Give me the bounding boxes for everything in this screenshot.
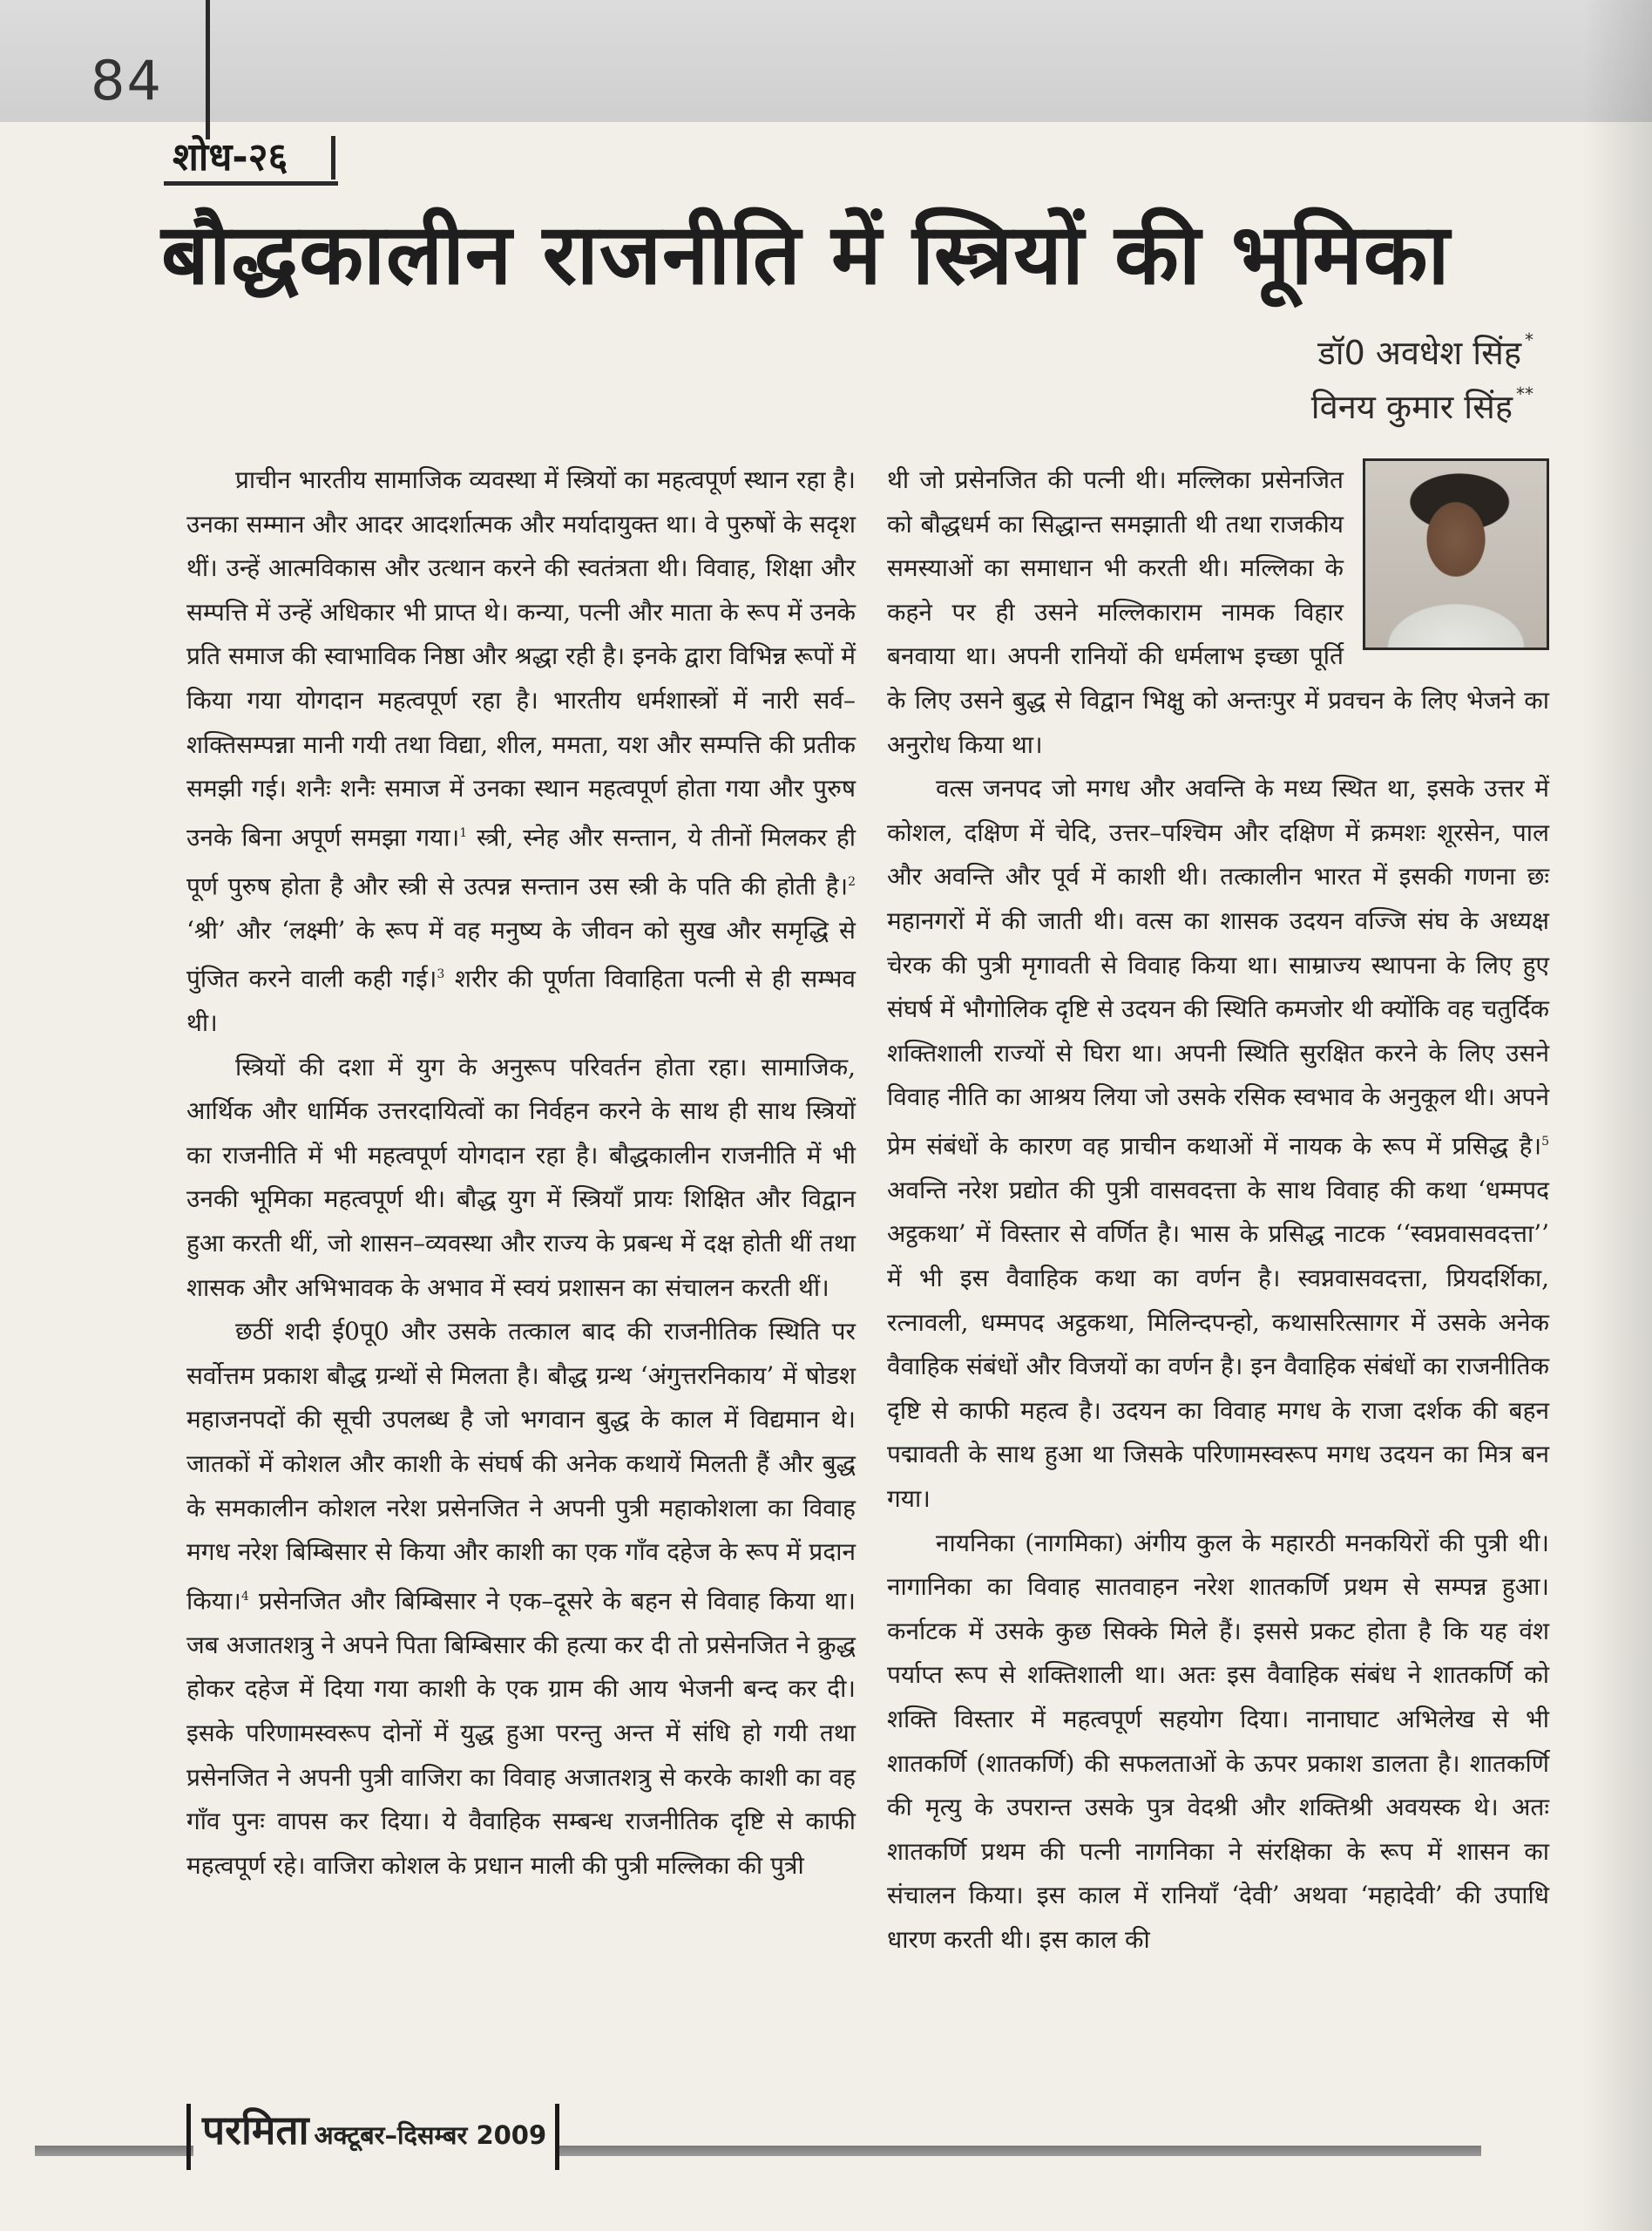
paragraph-text: ‘श्री’ और ‘लक्ष्मी’ के रूप में वह मनुष्य के जीवन को सुख और समृद्धि से पुंजित करने वाली कही गई। <box>186 915 856 993</box>
header-divider <box>206 0 210 139</box>
footer <box>193 2102 555 2161</box>
left-column <box>186 458 856 1888</box>
series-tag-bar <box>331 136 335 180</box>
series-tag <box>164 129 338 185</box>
paragraph: स्त्रियों की दशा में युग के अनुरूप परिवर्तन होता रहा। सामाजिक, आर्थिक और धार्मिक उत्तरदायित्वों का निर्वहन करने के साथ ही साथ स्त्रियों का राजनीति में भी महत्वपूर्ण योगदान रहा है। बौद्धकालीन राजनीति में भी उनकी भूमिका महत्वपूर्ण थी। बौद्ध युग में स्त्रियाँ प्रायः शिक्षित और विद्वान हुआ करती थीं, जो शासन–व्यवस्था और राज्य के प्रबन्ध में दक्ष होती थीं तथा शासक और अभिभावक के अभाव में स्वयं प्रशासन का संचालन करती थीं। <box>186 1052 856 1302</box>
paragraph: थी जो प्रसेनजित की पत्नी थी। मल्लिका प्रसेनजित को बौद्धधर्म का सिद्धान्त समझाती थी तथा राजकीय समस्याओं का समाधान भी करती थी। मल्लिका के कहने पर ही उसने मल्लिकाराम नामक विहार बनवाया था। अपनी रानियों की धर्मलाभ इच्छा पूर्ति के लिए उसने बुद्ध से विद्वान भिक्षु को अन्तःपुर में प्रवचन के लिए भेजने का अनुरोध किया था। <box>887 465 1549 759</box>
author-name: विनय कुमार सिंह <box>1310 388 1513 426</box>
footnote-ref: 1 <box>459 825 468 840</box>
article-title: बौद्धकालीन राजनीति में स्त्रियों की भूमिका <box>161 206 1451 303</box>
paragraph <box>186 1310 856 1888</box>
paragraph: नायनिका (नागमिका) अंगीय कुल के महारठी मनकयिरों की पुत्री थी। नागानिका का विवाह सातवाहन नरेश शातकर्णि प्रथम से सम्पन्न हुआ। कर्नाटक में उसके कुछ सिक्के मिले हैं। इससे प्रकट होता है कि यह वंश पर्याप्त रूप से शक्तिशाली था। अतः इस वैवाहिक संबंध ने शातकर्णि को शक्ति विस्तार में महत्वपूर्ण सहयोग दिया। नानाघाट अभिलेख से भी शातकर्णि (शातकर्णि) की सफलताओं के ऊपर प्रकाश डालता है। शातकर्णि की मृत्यु के उपरान्त उसके पुत्र वेदश्री और शक्तिश्री अवयस्क थे। अतः शातकर्णि प्रथम की पत्नी नागनिका ने संरक्षिका के रूप में शासन का संचालन किया। इस काल में रानियाँ ‘देवी’ अथवा ‘महादेवी’ की उपाधि धारण करती थी। इस काल की <box>887 1528 1549 1954</box>
paragraph-text: शरीर की पूर्णता विवाहिता पत्नी से ही सम्भव थी। <box>186 964 856 1038</box>
paragraph-text: वत्स जनपद जो मगध और अवन्ति के मध्य स्थित था, इसके उत्तर में कोशल, दक्षिण में चेदि, उत्तर–पश्चिम और दक्षिण में क्रमशः शूरसेन, पाल और अवन्ति और पूर्व में काशी थी। तत्कालीन भारत में इसकी गणना छः महानगरों में की जाती थी। वत्स का शासक उदयन वज्जि संघ के अध्यक्ष चेरक की पुत्री मृगावती से विवाह किया था। साम्राज्य स्थापना के लिए हुए संघर्ष में भौगोलिक दृष्टि से उदयन की स्थिति कमजोर थी क्योंकि वह चतुर्दिक शक्तिशाली राज्यों से घिरा था। अपनी स्थिति सुरक्षित करने के लिए उसने विवाह नीति का आश्रय लिया जो उसके रसिक स्वभाव के अनुकूल थी। अपने प्रेम संबंधों के कारण वह प्राचीन कथाओं में नायक के रूप में प्रसिद्ध है। <box>887 774 1549 1161</box>
header-band <box>0 0 1652 122</box>
paragraph-text: प्रसेनजित और बिम्बिसार ने एक–दूसरे के बहन से विवाह किया था। जब अजातशत्रु ने अपने पिता बिम्बिसार की हत्या कर दी तो प्रसेनजित ने क्रुद्ध होकर दहेज में दिया गया काशी के एक ग्राम की आय भेजनी बन्द कर दी। इसके परिणामस्वरूप दोनों में युद्ध हुआ परन्तु अन्त में संधि हो गयी तथा प्रसेनजित ने अपनी पुत्री वाजिरा का विवाह अजातशत्रु से करके काशी का वह गाँव पुनः वापस कर दिया। ये वैवाहिक सम्बन्ध राजनीतिक दृष्टि से काफी महत्वपूर्ण रहे। वाजिरा कोशल के प्रधान माली की पुत्री मल्लिका की पुत्री <box>186 1586 856 1880</box>
paragraph <box>186 458 856 1046</box>
footnote-ref: 2 <box>848 874 856 889</box>
page-number: 84 <box>91 49 163 112</box>
author-name: डॉ0 अवधेश सिंह <box>1317 334 1521 372</box>
footer-divider <box>555 2104 559 2170</box>
author-line <box>1311 383 1534 429</box>
footnote-ref: 4 <box>240 1589 249 1604</box>
author-photo <box>1363 458 1549 650</box>
footer-divider <box>186 2104 191 2170</box>
paragraph-text: छठीं शदी ई0पू0 और उसके तत्काल बाद की राजनीतिक स्थिति पर सर्वोत्तम प्रकाश बौद्ध ग्रन्थों से मिलता है। बौद्ध ग्रन्थ ‘अंगुत्तरनिकाय’ में षोडश महाजनपदों की सूची उपलब्ध है जो भगवान बुद्ध के काल में विद्यमान थे। जातकों में कोशल और काशी के संघर्ष की अनेक कथायें मिलती हैं और बुद्ध के समकालीन कोशल नरेश प्रसेनजित ने अपनी पुत्री महाकोशला का विवाह मगध नरेश बिम्बिसार से किया और काशी का एक गाँव दहेज के रूप में प्रदान किया। <box>186 1317 856 1616</box>
series-tag-label: शोध-२६ <box>173 135 288 180</box>
paragraph-text: स्त्री, स्नेह और सन्तान, ये तीनों मिलकर ही पूर्ण पुरुष होता है और स्त्री से उत्पन्न सन्तान उस स्त्री के पति की होती है। <box>186 823 856 900</box>
author-line <box>1317 329 1534 375</box>
right-column <box>887 458 1549 1963</box>
author-mark: * <box>1525 329 1534 350</box>
magazine-name: परमिता <box>202 2106 309 2153</box>
footnote-ref: 3 <box>437 967 445 982</box>
paragraph <box>887 767 1549 1521</box>
series-tag-underline <box>164 181 338 186</box>
issue-date: अक्टूबर–दिसम्बर 2009 <box>314 2120 547 2150</box>
author-mark: ** <box>1516 383 1534 404</box>
paragraph-text: प्राचीन भारतीय सामाजिक व्यवस्था में स्त्रियों का महत्वपूर्ण स्थान रहा है। उनका सम्मान और आदर आदर्शात्मक और मर्यादायुक्त था। वे पुरुषों के सदृश थीं। उन्हें आत्मविकास और उत्थान करने की स्वतंत्रता थी। विवाह, शिक्षा और सम्पत्ति में उन्हें अधिकार भी प्राप्त थे। कन्या, पत्नी और माता के रूप में उनके प्रति समाज की स्वाभाविक निष्ठा और श्रद्धा रही है। इनके द्वारा विभिन्न रूपों में किया गया योगदान महत्वपूर्ण रहा है। भारतीय धर्मशास्त्रों में नारी सर्व–शक्तिसम्पन्ना मानी गयी तथा विद्या, शील, ममता, यश और सम्पत्ति की प्रतीक समझी गई। शनैः शनैः समाज में उनका स्थान महत्वपूर्ण होता गया और पुरुष उनके बिना अपूर्ण समझा गया। <box>186 465 856 852</box>
page-edge-shadow <box>1582 0 1652 2231</box>
footnote-ref: 5 <box>1541 1134 1549 1149</box>
paragraph-text: अवन्ति नरेश प्रद्योत की पुत्री वासवदत्ता के साथ विवाह की कथा ‘धम्मपद अट्ठकथा’ में विस्तार से वर्णित है। भास के प्रसिद्ध नाटक ‘‘स्वप्नवासवदत्ता’’ में भी इस वैवाहिक कथा का वर्णन है। स्वप्नवासवदत्ता, प्रियदर्शिका, रत्नावली, धम्मपद अट्ठकथा, मिलिन्दपन्हो, कथासरित्सागर में उसके अनेक वैवाहिक संबंधों और विजयों का वर्णन है। इन वैवाहिक संबंधों का राजनीतिक दृष्टि से काफी महत्व है। उदयन का विवाह मगध के राजा दर्शक की बहन पद्मावती के साथ हुआ था जिसके परिणामस्वरूप मगध उदयन का मित्र बन गया। <box>887 1175 1549 1513</box>
